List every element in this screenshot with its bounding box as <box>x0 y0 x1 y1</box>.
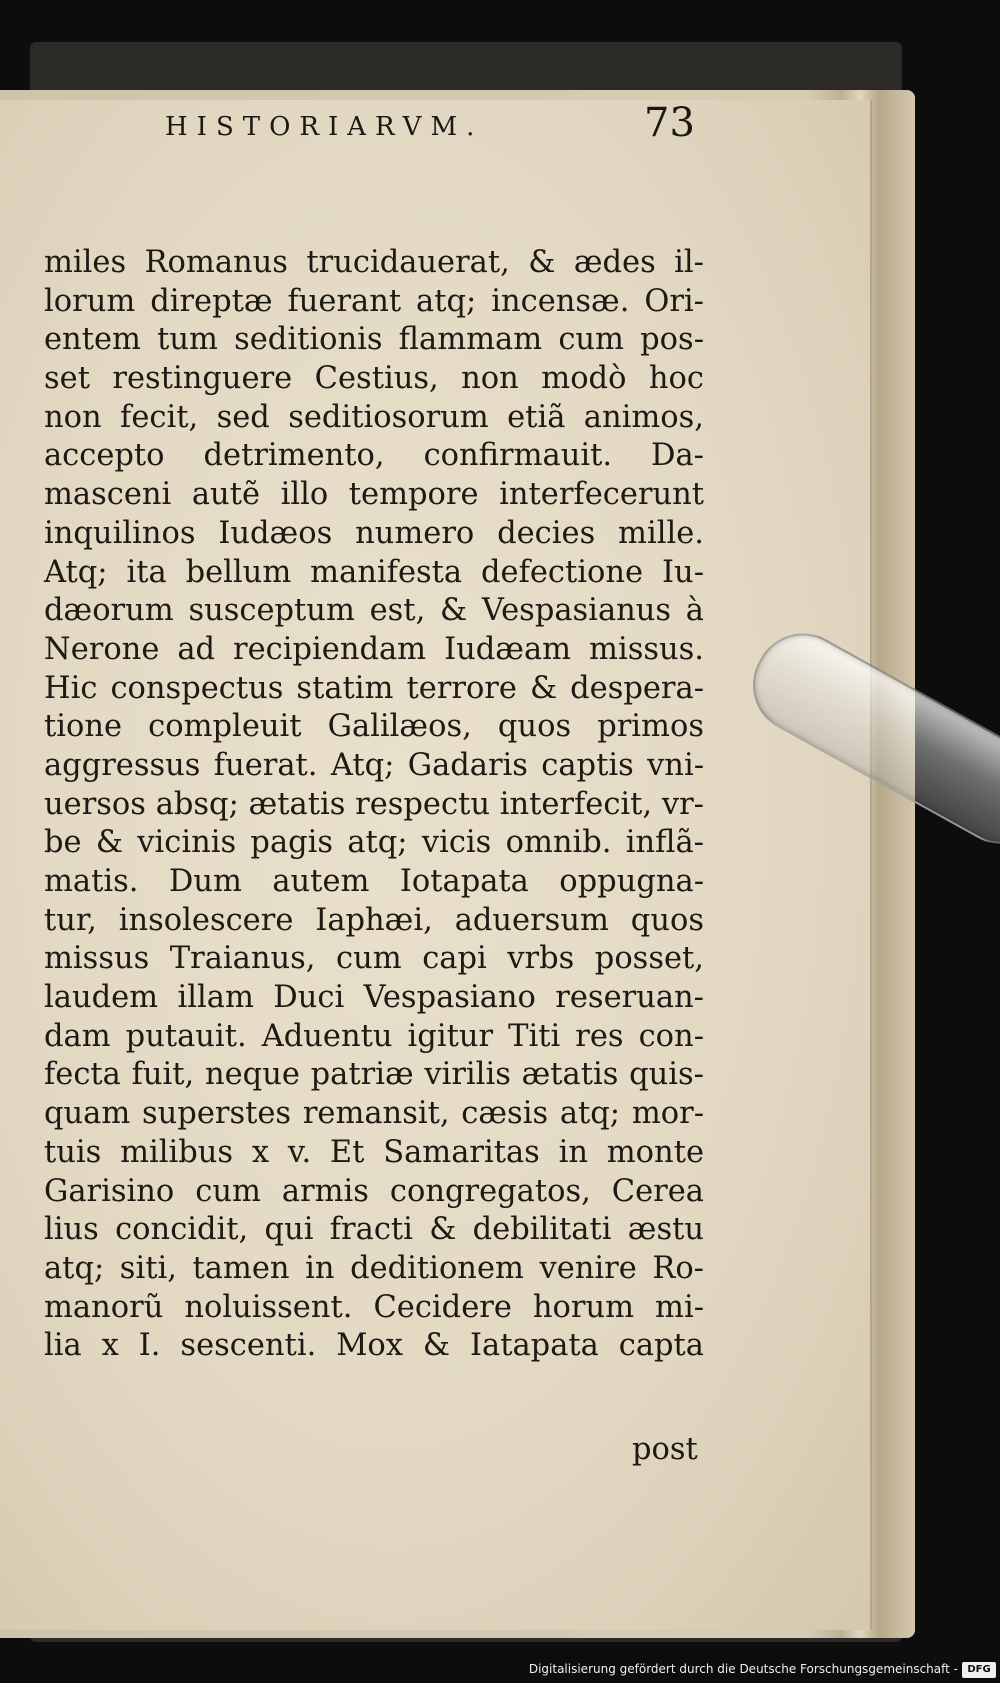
text-line: laudem illam Duci Vespasiano reseruan- <box>44 980 704 1016</box>
text-line: be & vicinis pagis atq; vicis omnib. inflã- <box>44 825 704 861</box>
text-line: aggressus fuerat. Atq; Gadaris captis vni- <box>44 747 704 783</box>
text-line: set restinguere Cestius, non modò hoc <box>44 361 704 397</box>
text-line: dam putauit. Aduentu igitur Titi res con- <box>44 1018 704 1054</box>
text-line: inquilinos Iudæos numero decies mille. <box>44 515 704 551</box>
text-line: manorũ noluissent. Cecidere horum mi- <box>44 1289 704 1325</box>
text-line: Hic conspectus statim terrore & despera- <box>44 670 704 706</box>
text-line: lius concidit, qui fracti & debilitati æstu <box>44 1212 704 1248</box>
text-line: lorum direptæ fuerant atq; incensæ. Ori- <box>44 283 704 319</box>
text-line: miles Romanus trucidauerat, & ædes il- <box>44 245 704 280</box>
text-line: tione compleuit Galilæos, quos primos <box>44 709 704 745</box>
running-title: HISTORIARVM. <box>165 112 484 142</box>
text-line: tur, insolescere Iaphæi, aduersum quos <box>44 902 704 938</box>
text-line: accepto detrimento, confirmauit. Da- <box>44 438 704 474</box>
footer-credit-text: Digitalisierung gefördert durch die Deutsche Forschungsgemeinschaft - <box>528 1662 958 1676</box>
text-line: non fecit, sed seditiosorum etiã animos, <box>44 399 704 435</box>
text-line: Atq; ita bellum manifesta defectione Iu- <box>44 554 704 590</box>
text-line: missus Traianus, cum capi vrbs posset, <box>44 941 704 977</box>
text-line: fecta fuit, neque patriæ virilis ætatis quis- <box>44 1057 704 1093</box>
text-line: lia x I. sescenti. Mox & Iatapata capta <box>44 1328 704 1364</box>
dfg-logo-icon: DFG <box>962 1662 996 1678</box>
text-line: dæorum susceptum est, & Vespasianus à <box>44 593 704 629</box>
text-line: tuis milibus x v. Et Samaritas in monte <box>44 1134 704 1170</box>
text-line: masceni autẽ illo tempore interfecerunt <box>44 477 704 513</box>
body-text <box>44 244 704 1366</box>
text-line: quam superstes remansit, cæsis atq; mor- <box>44 1096 704 1132</box>
catchword: post <box>632 1432 698 1467</box>
page-number: 73 <box>644 100 695 146</box>
text-line: uersos absq; ætatis respectu interfecit, vr- <box>44 786 704 822</box>
text-line: entem tum seditionis flammam cum pos- <box>44 322 704 358</box>
text-line: matis. Dum autem Iotapata oppugna- <box>44 864 704 899</box>
text-line: atq; siti, tamen in deditionem venire Ro- <box>44 1250 704 1286</box>
text-line: Nerone ad recipiendam Iudæam missus. <box>44 631 704 667</box>
text-line: Garisino cum armis congregatos, Cerea <box>44 1173 704 1209</box>
footer-credit-bar <box>0 1660 1000 1683</box>
